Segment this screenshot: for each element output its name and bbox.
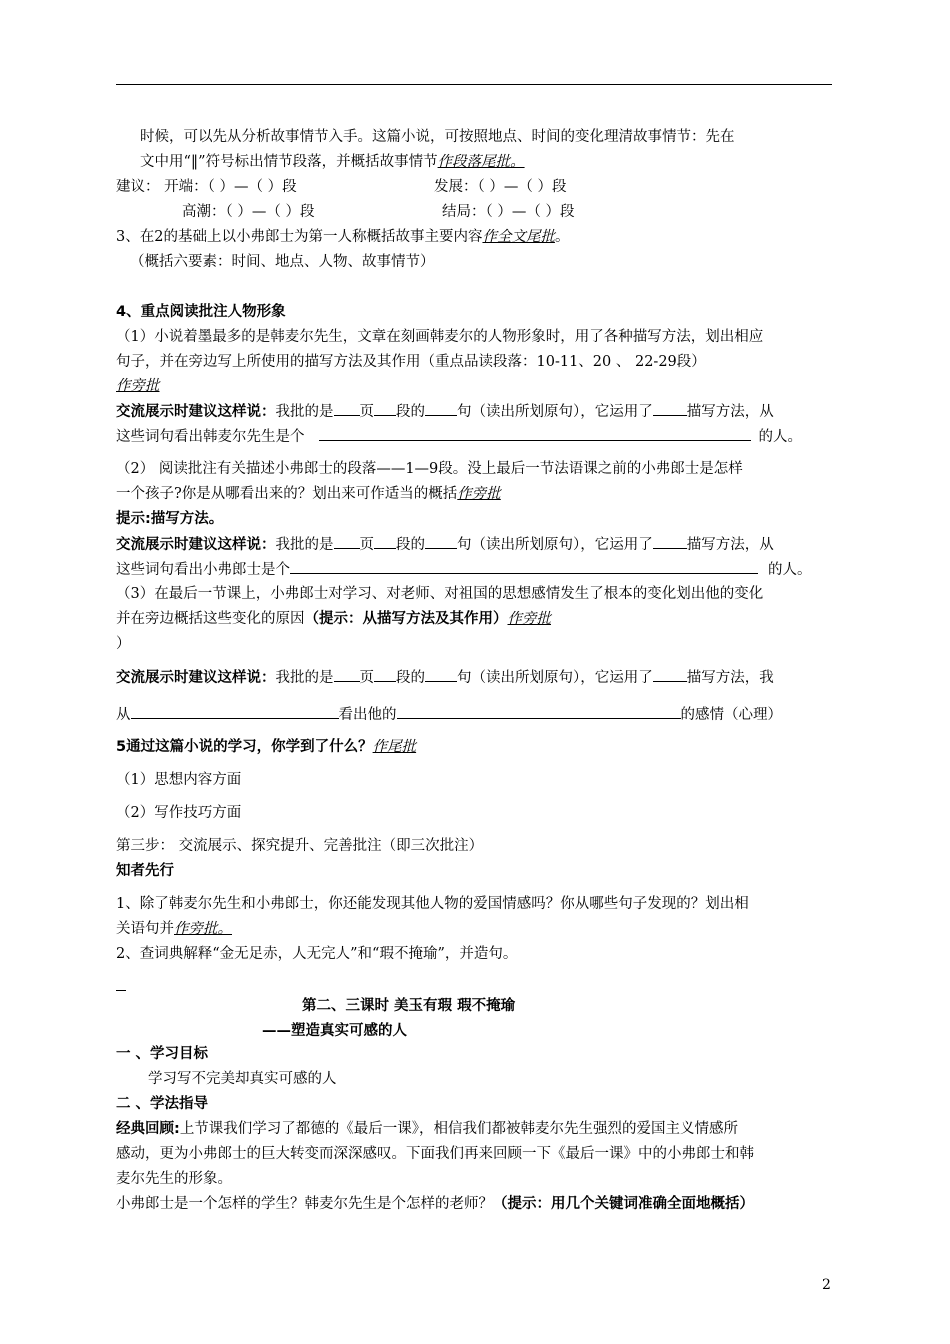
text-line: 交流展示时建议这样说：我批的是 页 段的 句（读出所划原句），它运用了 描写方法，从: [116, 401, 774, 422]
blank: [374, 401, 396, 416]
annotation-note: 作全文尾批: [482, 229, 555, 245]
text-line: 这些词句看出韩麦尔先生是个 的人。: [116, 426, 802, 447]
text-line: 感动，更为小弗郎士的巨大转变而深深感叹。下面我们再来回顾一下《最后一课》中的小弗郎士和韩: [116, 1146, 754, 1162]
text-line: 学习写不完美却真实可感的人: [148, 1071, 337, 1087]
text-line: 发展：（ ）—（ ）段: [434, 179, 567, 195]
header-rule: [116, 84, 832, 85]
hint-text: 提示:描写方法。: [116, 511, 224, 527]
text-line: ）: [116, 636, 131, 652]
text-line: 这些词句看出小弗郎士是个 的人。: [116, 559, 812, 580]
blank: [653, 401, 687, 416]
text-line: 经典回顾:上节课我们学习了都德的《最后一课》，相信我们都被韩麦尔先生强烈的爱国主义情感所: [116, 1121, 739, 1137]
text-line: 文中用“‖”符号标出情节段落，并概括故事情节作段落尾批。: [140, 154, 525, 170]
annotation-note: 作尾批: [372, 739, 417, 755]
text-line: （3）在最后一节课上，小弗郎士对学习、对老师、对祖国的思想感情发生了根本的变化划出他的变化: [116, 586, 764, 602]
text-line: 一个孩子?你是从哪看出来的？划出来可作适当的概括作旁批: [116, 486, 501, 502]
blank: [131, 704, 339, 719]
text-line: 交流展示时建议这样说：我批的是 页 段的 句（读出所划原句），它运用了 描写方法，从: [116, 534, 774, 555]
text-line: 关语句并作旁批。: [116, 921, 232, 937]
blank: [290, 559, 758, 574]
section-heading: 4、重点阅读批注人物形象: [116, 304, 286, 320]
section-heading: 一 、学习目标: [116, 1046, 209, 1062]
blank: [334, 534, 360, 549]
section-heading: 知者先行: [116, 863, 174, 879]
blank: [334, 401, 360, 416]
text-line: 麦尔先生的形象。: [116, 1171, 232, 1187]
text-line: 5通过这篇小说的学习，你学到了什么？作尾批: [116, 739, 417, 755]
text-line: 结局：（ ）—（ ）段: [442, 204, 575, 220]
blank: [334, 667, 360, 682]
annotation-note: 作旁批: [507, 611, 551, 627]
text-line: 并在旁边概括这些变化的原因（提示：从描写方法及其作用）作旁批: [116, 611, 551, 627]
section-heading: 二 、学法指导: [116, 1096, 209, 1112]
text-line: 建议： 开端：（ ）—（ ）段: [116, 179, 297, 195]
annotation-note: 作旁批: [116, 378, 160, 394]
blank: [319, 426, 751, 441]
text-line: 小弗郎士是一个怎样的学生？韩麦尔先生是个怎样的老师？（提示：用几个关键词准确全面地概括）: [116, 1196, 754, 1212]
blank: [653, 667, 687, 682]
text-line: （1）小说着墨最多的是韩麦尔先生，文章在刻画韩麦尔的人物形象时，用了各种描写方法，划出相应: [116, 329, 764, 345]
text-line: 句子，并在旁边写上所使用的描写方法及其作用（重点品读段落：10-11、20 、 22-29段）: [116, 354, 706, 370]
blank: [425, 401, 457, 416]
text-line: 从 看出他的 的感情（心理）: [116, 704, 782, 725]
text-line: （概括六要素：时间、地点、人物、故事情节）: [130, 254, 435, 270]
lesson-title: 第二、三课时 美玉有瑕 瑕不掩瑜: [302, 998, 516, 1014]
lesson-subtitle: ——塑造真实可感的人: [262, 1023, 407, 1039]
text-line: （1）思想内容方面: [116, 772, 242, 788]
annotation-note: 作旁批: [457, 486, 501, 502]
text-line: 第三步： 交流展示、探究提升、完善批注（即三次批注）: [116, 838, 484, 854]
text-line: 交流展示时建议这样说：我批的是 页 段的 句（读出所划原句），它运用了 描写方法，我: [116, 667, 774, 688]
blank: [374, 667, 396, 682]
annotation-note: 作段落尾批。: [437, 154, 525, 170]
text-line: （2）写作技巧方面: [116, 805, 242, 821]
blank: [425, 534, 457, 549]
text-line: 2、查词典解释“金无足赤，人无完人”和“瑕不掩瑜”，并造句。: [116, 946, 518, 962]
text-line: （2） 阅读批注有关描述小弗郎士的段落——1—9段。没上最后一节法语课之前的小弗郎士是怎样: [116, 461, 743, 477]
text-line: [116, 376, 160, 396]
text-line: 时候，可以先从分析故事情节入手。这篇小说，可按照地点、时间的变化理清故事情节：先在: [140, 129, 735, 145]
blank: [374, 534, 396, 549]
text-line: 1、除了韩麦尔先生和小弗郎士，你还能发现其他人物的爱国情感吗？你从哪些句子发现的？划出相: [116, 896, 749, 912]
short-rule: [116, 990, 126, 991]
page-number: 2: [822, 1277, 831, 1293]
text-line: 高潮：（ ）—（ ）段: [182, 204, 315, 220]
blank: [397, 704, 681, 719]
text-line: 3、在2的基础上以小弗郎士为第一人称概括故事主要内容作全文尾批。: [116, 229, 570, 245]
blank: [653, 534, 687, 549]
annotation-note: 作旁批。: [174, 921, 232, 937]
blank: [425, 667, 457, 682]
